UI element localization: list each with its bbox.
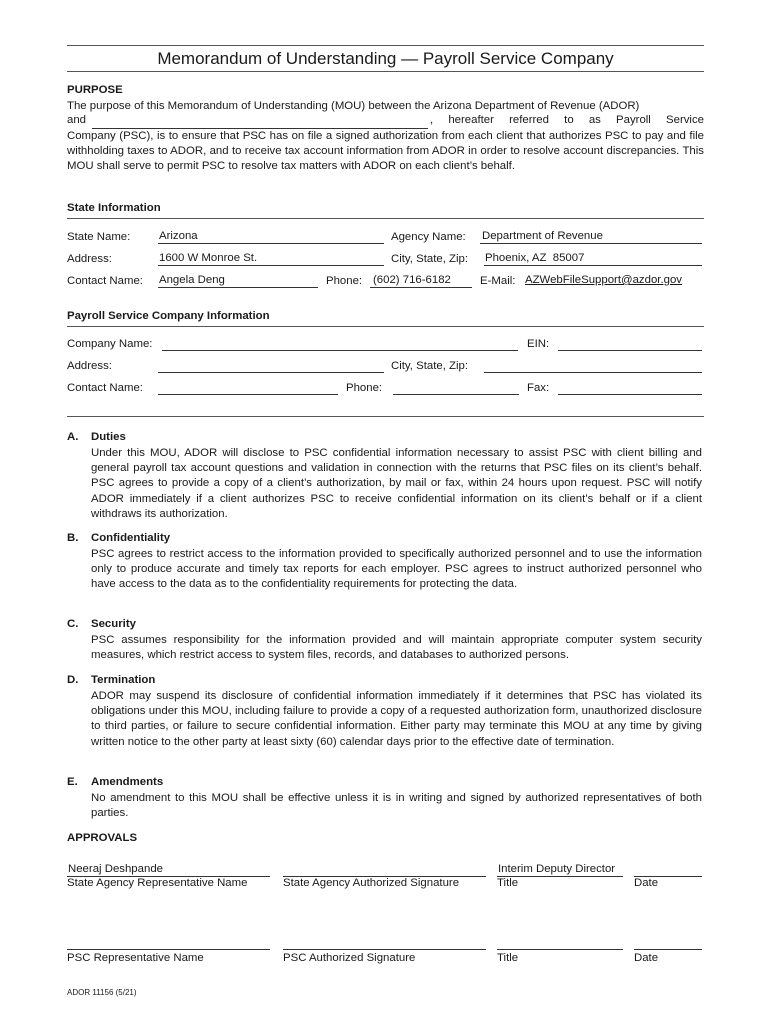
section-e-title: Amendments <box>91 776 164 788</box>
psc-address-label: Address: <box>67 360 112 372</box>
state-email-label: E-Mail: <box>480 275 516 287</box>
section-d-title: Termination <box>91 674 156 686</box>
purpose-line1: The purpose of this Memorandum of Understanding (MOU) between the Arizona Department of Revenue (ADOR) <box>67 100 640 112</box>
purpose-line2-post: , hereafter referred to as Payroll Service <box>430 114 704 126</box>
state-signature-label: State Agency Authorized Signature <box>283 877 460 889</box>
state-phone-field[interactable] <box>370 273 472 288</box>
section-c-body: PSC assumes responsibility for the information provided and will maintain appropriate computer system security measures, which restrict access to system files, records, and databases to authorized persons. <box>91 634 702 662</box>
state-rep-name-label: State Agency Representative Name <box>67 877 248 889</box>
state-email-field[interactable] <box>524 273 702 287</box>
state-email-value: AZWebFileSupport@azdor.gov <box>525 274 682 286</box>
state-info-heading: State Information <box>67 202 161 214</box>
psc-company-label: Company Name: <box>67 338 153 350</box>
approvals-heading: APPROVALS <box>67 832 138 844</box>
form-number: ADOR 11156 (5/21) <box>67 988 137 997</box>
psc-info-heading: Payroll Service Company Information <box>67 310 270 322</box>
state-contact-field[interactable] <box>158 273 318 288</box>
state-title-value: Interim Deputy Director <box>498 863 616 875</box>
agency-name-field[interactable] <box>480 229 702 244</box>
psc-ein-field[interactable] <box>558 336 702 351</box>
state-title-label: Title <box>497 877 519 889</box>
state-contact-label: Contact Name: <box>67 275 143 287</box>
agency-name-label: Agency Name: <box>391 231 466 243</box>
psc-phone-field[interactable] <box>393 380 519 395</box>
state-date-label: Date <box>634 877 659 889</box>
state-name-value: Arizona <box>159 230 198 242</box>
section-a-body: Under this MOU, ADOR will disclose to PSC confidential information necessary to assist PSC with client billing and general payroll tax account questions and validation in connection with the returns that PSC files on its client’s behalf. PSC agrees to provide a copy of a client’s authorization, by mail or fax, within 24 hours upon request. PSC will notify ADOR immediately if a client authorizes PSC to receive confidential information on its client’s behalf or if a client withdraws its authorization. <box>91 447 702 520</box>
state-city-field[interactable] <box>484 251 702 266</box>
state-name-label: State Name: <box>67 231 131 243</box>
state-phone-value: (602) 716-6182 <box>373 274 451 286</box>
psc-info-bottom-rule <box>67 416 704 417</box>
state-address-field[interactable] <box>158 251 384 266</box>
psc-date-field[interactable] <box>634 935 702 950</box>
purpose-heading: PURPOSE <box>67 84 123 96</box>
psc-address-field[interactable] <box>158 358 384 373</box>
section-a-title: Duties <box>91 431 126 443</box>
psc-title-field[interactable] <box>497 935 623 950</box>
psc-ein-label: EIN: <box>527 338 550 350</box>
psc-name-field[interactable] <box>92 114 428 129</box>
psc-fax-field[interactable] <box>558 380 702 395</box>
state-name-field[interactable] <box>158 229 384 244</box>
purpose-body: Company (PSC), is to ensure that PSC has on file a signed authorization from each client that authorizes PSC to pay and file withholding taxes to ADOR, and to receive tax account information from ADOR in order to resolve account discrepancies. This MOU shall serve to permit PSC to resolve tax matters with ADOR on each client’s behalf. <box>67 130 704 173</box>
psc-info-rule <box>67 326 704 327</box>
agency-name-value: Department of Revenue <box>482 230 603 242</box>
state-date-field[interactable] <box>634 862 702 877</box>
psc-contact-label: Contact Name: <box>67 382 143 394</box>
section-a-letter: A. <box>67 431 79 443</box>
psc-contact-field[interactable] <box>158 380 338 395</box>
psc-rep-name-label: PSC Representative Name <box>67 952 204 964</box>
psc-city-field[interactable] <box>484 358 702 373</box>
section-d-letter: D. <box>67 674 79 686</box>
psc-rep-name-field[interactable] <box>67 935 270 950</box>
section-c-letter: C. <box>67 618 79 630</box>
psc-company-field[interactable] <box>162 336 518 351</box>
state-phone-label: Phone: <box>326 275 363 287</box>
state-rep-name-field[interactable] <box>67 862 270 877</box>
state-address-label: Address: <box>67 253 112 265</box>
section-d-body: ADOR may suspend its disclosure of confidential information immediately if it determines that PSC has violated its obligations under this MOU, including failure to provide a copy of a requested authorization form, unauthorized disclosure to third parties, or failure to secure confidential information. Either party may terminate this MOU at any time by giving written notice to the other party at least sixty (60) calendar days prior to the effective date of termination. <box>91 690 702 748</box>
psc-date-label: Date <box>634 952 659 964</box>
psc-phone-label: Phone: <box>346 382 383 394</box>
section-b-body: PSC agrees to restrict access to the information provided to specifically authorized personnel and to use the information only to produce accurate and timely tax reports for each employer. PSC agrees to instruct authorized personnel who have access to the data as to the confidentiality requirements for protecting the data. <box>91 548 702 591</box>
top-rule <box>67 45 704 46</box>
psc-signature-field[interactable] <box>283 935 486 950</box>
psc-title-label: Title <box>497 952 519 964</box>
psc-signature-label: PSC Authorized Signature <box>283 952 416 964</box>
state-contact-value: Angela Deng <box>159 274 225 286</box>
document-title: Memorandum of Understanding — Payroll Service Company <box>157 49 614 68</box>
state-city-label: City, State, Zip: <box>391 253 469 265</box>
section-c-title: Security <box>91 618 136 630</box>
section-b-title: Confidentiality <box>91 532 171 544</box>
psc-city-label: City, State, Zip: <box>391 360 469 372</box>
state-city-value: Phoenix, AZ 85007 <box>485 252 585 264</box>
purpose-and: and <box>67 114 87 126</box>
psc-fax-label: Fax: <box>527 382 550 394</box>
section-e-body: No amendment to this MOU shall be effective unless it is in writing and signed by authorized representatives of both parties. <box>91 792 702 820</box>
state-info-rule <box>67 218 704 219</box>
section-e-letter: E. <box>67 776 78 788</box>
title-rule <box>67 71 704 72</box>
state-address-value: 1600 W Monroe St. <box>159 252 258 264</box>
state-signature-field[interactable] <box>283 862 486 877</box>
state-title-field[interactable] <box>497 862 623 877</box>
state-rep-name-value: Neeraj Deshpande <box>68 863 163 875</box>
section-b-letter: B. <box>67 532 79 544</box>
